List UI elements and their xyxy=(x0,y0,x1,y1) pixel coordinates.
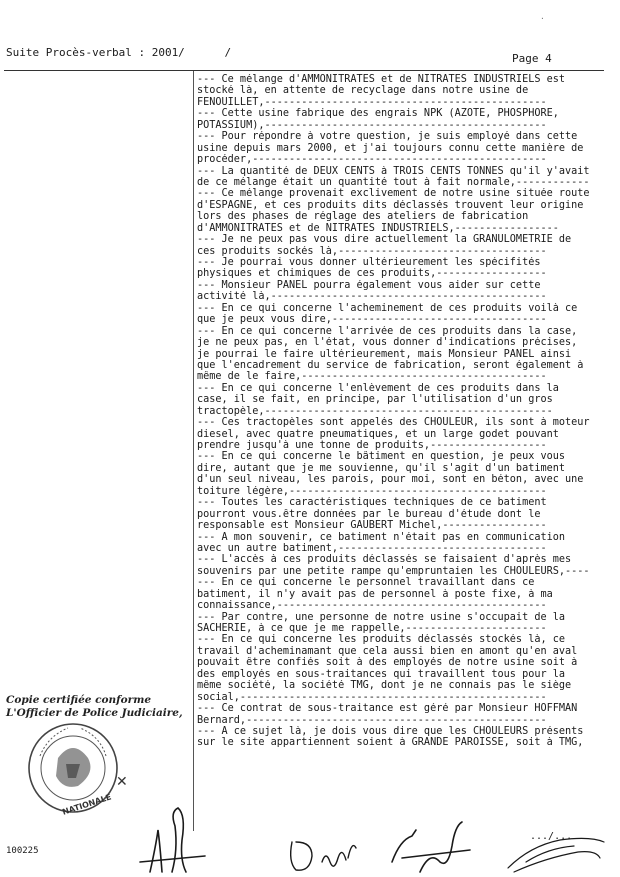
statement-line: --- En ce qui concerne le bâtiment en question, je peux vous xyxy=(197,451,566,463)
statement-line: --- Ce mélange d'AMMONITRATES et de NITRATES INDUSTRIELS est xyxy=(197,74,566,85)
statement-line: --- Je pourrai vous donner ultérieurement les spécifités xyxy=(197,257,541,268)
statement-line: même de le faire,---------------------------------------- xyxy=(197,371,547,383)
statement-line: je pourrai le faire ultérieurement, mais Monsieur PANEL ainsi xyxy=(197,348,572,360)
stamp-line-certified: Copie certifiée conforme xyxy=(6,694,151,706)
statement-line: activité là,--------------------------------------------- xyxy=(197,291,547,303)
statement-line: --- Pour répondre à votre question, je suis employé dans cette xyxy=(197,131,578,143)
statement-line: avec un autre batiment,---------------------------------- xyxy=(197,542,547,554)
signature-1 xyxy=(140,808,205,872)
stamp-line-officer: L'Officier de Police Judiciaire, xyxy=(6,707,183,719)
statement-line: --- La quantité de DEUX CENTS à TROIS CENTS TONNES qu'il y'avait xyxy=(197,165,590,177)
statement-line: social,-------------------------------------------------- xyxy=(197,691,547,703)
statement-line: --- Ces tractopèles sont appelés des CHOULEUR, ils sont à moteur xyxy=(197,417,590,429)
continuation-mark: .../... xyxy=(530,831,573,842)
statement-line: --- Cette usine fabrique des engrais NPK (AZOTE, PHOSPHORE, xyxy=(197,108,559,120)
certification-stamp xyxy=(6,694,196,720)
statement-line: prendre jusqu'à une tonne de produits,------------------- xyxy=(197,440,547,451)
statement-line: --- A mon souvenir, ce batiment n'était pas en communication xyxy=(197,531,566,543)
statement-line: connaissance,-------------------------------------------- xyxy=(197,600,547,612)
signature-3 xyxy=(392,822,470,872)
statement-line: ces produits sockés là,---------------------------------- xyxy=(197,245,547,257)
statement-line: je ne peux pas, en l'état, vous donner d'indications précises, xyxy=(197,337,578,349)
scan-speck: · xyxy=(540,14,545,23)
statement-line: SACHERIE, à ce que je me rappelle,----------------------- xyxy=(197,623,547,634)
statement-line: souvenirs par une petite rampe qu'empruntaien les CHOULEURS,---- xyxy=(197,565,590,577)
statement-line: que je peux vous dire,----------------------------------- xyxy=(197,314,547,326)
statement-line: --- En ce qui concerne l'arrivée de ces produits dans la case, xyxy=(197,325,578,337)
statement-line: --- En ce qui concerne l'enlèvement de ces produits dans la xyxy=(197,382,559,394)
signature-2 xyxy=(291,842,356,870)
statement-line: dire, autant que je me souvienne, qu'il s'agit d'un batiment xyxy=(197,462,566,474)
statement-body xyxy=(197,74,607,749)
statement-line: --- Ce contrat de sous-traitance est géré par Monsieur HOFFMAN xyxy=(197,703,578,715)
statement-line: stocké là, en attente de recyclage dans notre usine de xyxy=(197,85,529,97)
statement-line: même société, la société TMG, dont je ne connais pas le siège xyxy=(197,680,572,692)
statement-line: --- Ce mélange provenait exclivement de notre usine située route xyxy=(197,188,590,200)
statement-line: procéder,------------------------------------------------ xyxy=(197,154,547,166)
statement-line: --- Monsieur PANEL pourra également vous aider sur cette xyxy=(197,279,541,291)
statement-line: --- A ce sujet là, je dois vous dire que les CHOULEURS présents xyxy=(197,725,584,737)
statement-line: batiment, il n'y avait pas de personnel à poste fixe, à ma xyxy=(197,588,553,600)
statement-line: pouvait être confiés soit à des employés de notre usine soit à xyxy=(197,657,578,669)
statement-line: que l'encadrement du service de fabrication, seront également à xyxy=(197,359,584,371)
statement-line: case, il se fait, en principe, par l'utilisation d'un gros xyxy=(197,394,553,406)
header-pv-reference: Suite Procès-verbal : 2001/ / xyxy=(6,46,232,59)
statement-line: toiture légère,------------------------------------------ xyxy=(197,485,547,497)
statement-line: POTASSIUM),---------------------------------------------- xyxy=(197,119,547,131)
signature-4 xyxy=(508,838,604,872)
statement-line: de ce mélange était un quantité tout à fait normale,------------ xyxy=(197,176,590,188)
statement-line: tractopèle,----------------------------------------------- xyxy=(197,405,553,417)
statement-line: d'AMMONITRATES et de NITRATES INDUSTRIELS,----------------- xyxy=(197,222,559,234)
seal-text: NATIONALE xyxy=(61,792,113,817)
statement-line: responsable est Monsieur GAUBERT Michel,----------------- xyxy=(197,520,547,532)
statement-line: --- En ce qui concerne l'acheminement de ces produits voilà ce xyxy=(197,302,578,314)
statement-line: Bernard,------------------------------------------------- xyxy=(197,714,547,726)
statement-line: lors des phases de réglage des ateliers de fabrication xyxy=(197,211,529,223)
statement-line: d'ESPAGNE, et ces produits dits déclassés trouvent leur origine xyxy=(197,199,584,211)
statement-line: des employés en sous-traitances qui travaillent tous pour la xyxy=(197,668,566,680)
police-seal xyxy=(18,718,148,818)
document-number: 100225 xyxy=(6,846,39,856)
statement-line: d'un seul niveau, les parois, pour moi, sont en béton, avec une xyxy=(197,474,584,486)
statement-line: pourront vous.être données par le bureau d'étude dont le xyxy=(197,508,541,520)
statement-line: travail d'acheminamant que cela aussi bien en amont qu'en aval xyxy=(197,645,578,657)
statement-line: diesel, avec quatre pneumatiques, et un large godet pouvant xyxy=(197,428,559,440)
statement-line: sur le site appartiennent soient à GRANDE PAROISSE, soit à TMG, xyxy=(197,737,584,749)
page-number: Page 4 xyxy=(512,52,552,65)
statement-line: --- En ce qui concerne les produits déclassés stockés là, ce xyxy=(197,634,566,646)
statement-line: --- Je ne peux pas vous dire actuellement la GRANULOMETRIE de xyxy=(197,234,572,246)
statement-line: FENOUILLET,---------------------------------------------- xyxy=(197,96,547,108)
statement-line: usine depuis mars 2000, et j'ai toujours connu cette manière de xyxy=(197,142,584,154)
statement-line: --- En ce qui concerne le personnel travaillant dans ce xyxy=(197,577,535,589)
svg-text:✕: ✕ xyxy=(116,774,128,790)
statement-line: --- Toutes les caractéristiques techniques de ce batiment xyxy=(197,497,547,509)
header-divider xyxy=(4,70,604,71)
statement-line: --- L'accès à ces produits déclassés se faisaient d'après mes xyxy=(197,554,572,566)
statement-line: physiques et chimiques de ces produits,------------------ xyxy=(197,268,547,280)
statement-line: --- Par contre, une personne de notre usine s'occupait de la xyxy=(197,611,566,623)
